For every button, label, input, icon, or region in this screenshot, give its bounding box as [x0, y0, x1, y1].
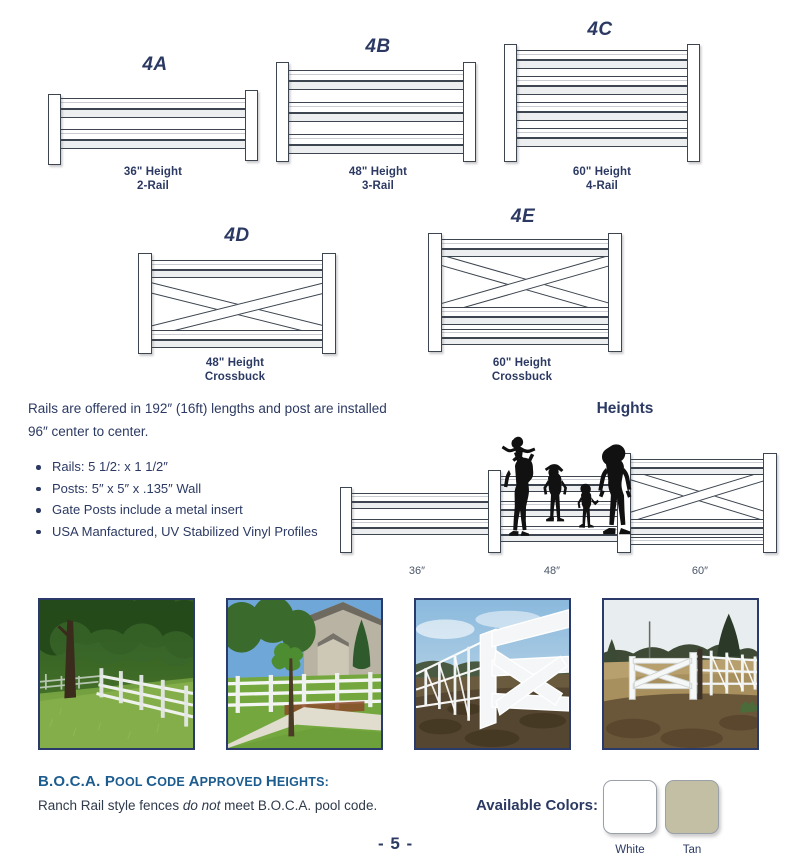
boca-heading	[38, 773, 329, 790]
fence-rail	[147, 330, 327, 340]
fence-diagram-4b	[276, 62, 476, 166]
spec-list-item: USA Manfactured, UV Stabilized Vinyl Profiles	[30, 521, 390, 543]
model-spec-4b-height: 48" Height	[348, 166, 408, 178]
heights-rail-36	[347, 528, 495, 535]
boca-heading-part: ODE	[157, 775, 189, 789]
model-spec-4a-height: 36" Height	[123, 166, 183, 178]
model-id-4b: 4B	[365, 36, 391, 57]
fence-post-right	[608, 233, 622, 352]
boca-heading-part: PPROVED	[199, 775, 266, 789]
heights-rail-60	[626, 528, 766, 535]
heights-title: Heights	[596, 400, 654, 417]
model-spec-4e-height: 60" Height	[492, 357, 552, 369]
boca-heading-part: B.O.C.A.	[38, 773, 105, 790]
boca-heading-part: OOL	[115, 775, 147, 789]
fence-rail	[512, 138, 692, 147]
model-spec-4d-rails: Crossbuck	[204, 371, 266, 383]
fence-rail	[284, 134, 468, 145]
fence-rail	[284, 70, 468, 81]
color-swatch-white-label: White	[615, 844, 645, 856]
model-spec-4c-height: 60" Height	[572, 166, 632, 178]
heights-rail-60	[626, 459, 766, 468]
fence-rail	[512, 76, 692, 86]
fence-rail	[284, 81, 468, 90]
heights-post-36-left	[340, 487, 352, 553]
heights-rail-36	[347, 502, 495, 509]
fence-rail	[437, 307, 613, 317]
fence-post-left	[428, 233, 442, 352]
heights-diagram	[340, 443, 780, 558]
fence-post-left	[276, 62, 289, 162]
spec-list	[30, 456, 390, 542]
fence-rail	[437, 329, 613, 338]
color-swatch-tan-label: Tan	[682, 844, 702, 856]
fence-rail	[437, 249, 613, 257]
fence-rail	[437, 338, 613, 345]
fence-post-right	[322, 253, 336, 354]
height-tick-60: 60″	[691, 565, 709, 577]
fence-post-right	[463, 62, 476, 162]
fence-rail	[512, 112, 692, 121]
fence-rail	[512, 128, 692, 138]
fence-rail	[284, 113, 468, 122]
model-spec-4b-rails: 3-Rail	[362, 180, 394, 192]
page-number: - 5 -	[378, 834, 414, 853]
fence-rail	[56, 129, 250, 140]
model-spec-4d-height: 48" Height	[205, 357, 265, 369]
silhouette-family	[485, 428, 635, 556]
heights-rail-36	[347, 519, 495, 528]
heights-post-60-right	[763, 453, 777, 553]
fence-rail	[512, 50, 692, 60]
boca-subtext-after: meet B.O.C.A. pool code.	[220, 798, 378, 813]
spec-list-item: Posts: 5″ x 5″ x .135″ Wall	[30, 478, 390, 500]
fence-rail	[512, 86, 692, 95]
heights-rail-60	[626, 519, 766, 528]
photo-crossbuck-field	[602, 598, 759, 750]
boca-heading-part: P	[104, 773, 116, 790]
fence-rail	[147, 340, 327, 348]
fence-rail	[512, 60, 692, 69]
spec-list-item: Rails: 5 1/2: x 1 1/2″	[30, 456, 390, 478]
height-tick-48: 48″	[543, 565, 561, 577]
boca-heading-part: C	[146, 773, 158, 790]
color-swatch-white[interactable]	[603, 780, 657, 834]
fence-rail	[512, 102, 692, 112]
fence-diagram-4c	[504, 44, 700, 166]
fence-diagram-4a	[48, 90, 258, 165]
fence-rail	[437, 317, 613, 325]
heights-rail-36	[347, 493, 495, 502]
photo-crossbuck-perspective	[414, 598, 571, 750]
intro-paragraph: Rails are offered in 192″ (16ft) lengths and post are installed 96″ center to center.	[28, 401, 387, 439]
fence-post-left	[48, 94, 61, 165]
boca-heading-part: EIGHTS:	[276, 775, 329, 789]
color-swatch-tan[interactable]	[665, 780, 719, 834]
fence-rail	[147, 270, 327, 278]
available-colors-label: Available Colors:	[476, 797, 598, 814]
model-id-4d: 4D	[224, 225, 250, 246]
fence-rail	[437, 239, 613, 249]
height-tick-36: 36″	[408, 565, 426, 577]
boca-heading-part: H	[265, 773, 277, 790]
fence-post-left	[504, 44, 517, 162]
fence-diagram-4e	[428, 233, 622, 355]
model-id-4a: 4A	[142, 54, 168, 75]
model-id-4c: 4C	[587, 19, 613, 40]
model-spec-4e-rails: Crossbuck	[491, 371, 553, 383]
boca-subtext-before: Ranch Rail style fences	[38, 798, 183, 813]
photo-sidewalk-fence	[226, 598, 383, 750]
photo-grass-fence	[38, 598, 195, 750]
fence-diagram-4d	[138, 253, 336, 357]
fence-post-right	[687, 44, 700, 162]
heights-rail-60	[626, 537, 766, 545]
fence-rail	[147, 260, 327, 270]
model-id-4e: 4E	[510, 206, 536, 227]
fence-rail	[56, 109, 250, 118]
model-spec-4a-rails: 2-Rail	[137, 180, 169, 192]
boca-subtext	[38, 798, 377, 813]
heights-rail-60	[626, 468, 766, 475]
fence-post-right	[245, 90, 258, 161]
fence-rail	[56, 140, 250, 149]
fence-rail	[56, 98, 250, 109]
spec-list-item: Gate Posts include a metal insert	[30, 499, 390, 521]
boca-heading-part: A	[188, 773, 200, 790]
boca-subtext-emphasis: do not	[182, 798, 221, 813]
fence-post-left	[138, 253, 152, 354]
model-spec-4c-rails: 4-Rail	[586, 180, 618, 192]
fence-rail	[284, 102, 468, 113]
fence-rail	[284, 145, 468, 154]
